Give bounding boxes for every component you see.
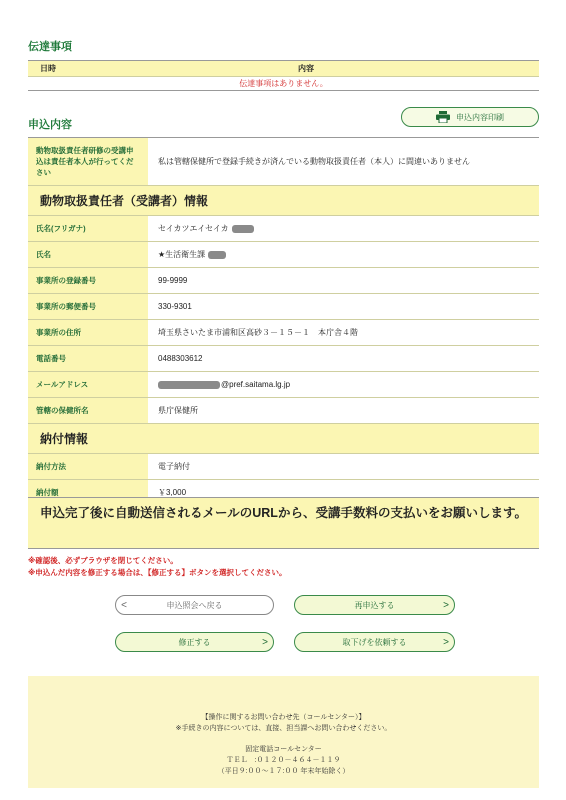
print-application-button[interactable] [401,107,539,127]
email-value: @pref.saitama.lg.jp [221,380,291,389]
postal-code-value: 330-9301 [158,302,192,311]
course-confirm-row [28,138,539,186]
print-button-label: 申込内容印刷 [456,112,504,122]
registration-number-label: 事業所の登録番号 [28,268,148,293]
request-withdrawal-label: 取下げを依頼する [342,637,407,647]
payment-amount-label: 納付額 [28,480,148,505]
email-cell [148,372,539,397]
name-value: ★生活衛生課 [158,250,206,259]
redaction-mask [208,251,226,259]
postal-code-label: 事業所の郵便番号 [28,294,148,319]
health-center-value: 県庁保健所 [158,406,198,415]
reapply-button[interactable] [294,595,455,615]
footer-call-center: 固定電話コールセンター [245,746,322,753]
payment-method-label: 納付方法 [28,454,148,479]
notices-header [28,61,539,77]
edit-label: 修正する [178,637,211,647]
row-health-center [28,398,539,424]
back-to-inquiry-label: 申込照会へ戻る [166,600,223,610]
kana-name-cell [148,216,539,241]
trainee-section-title: 動物取扱責任者（受講者）情報 [28,186,539,216]
footer-contact-heading: 【操作に関するお問い合わせ先（コールセンター）】 [201,714,366,721]
application-form [28,137,539,506]
notices-col-content: 内容 [298,64,314,73]
chevron-right-icon: > [262,636,268,648]
notices-empty-message: 伝達事項はありません。 [28,77,539,91]
chevron-right-icon: > [443,599,449,611]
back-to-inquiry-button[interactable] [115,595,274,615]
payment-notice-banner: 申込完了後に自動送信されるメールのURLから、受講手数料の支払いをお願いします。 [28,497,539,549]
edit-button[interactable] [115,632,274,652]
application-title: 申込内容 [28,119,72,131]
name-cell [148,242,539,267]
payment-method-value: 電子納付 [158,462,190,471]
row-name [28,242,539,268]
row-phone [28,346,539,372]
footer-note: ※手続きの内容については、直接、担当課へお問い合わせください。 [175,725,392,732]
row-email [28,372,539,398]
row-payment-method [28,454,539,480]
name-label: 氏名 [28,242,148,267]
row-kana-name [28,216,539,242]
chevron-right-icon: > [443,636,449,648]
address-value: 埼玉県さいたま市浦和区高砂３－１５－１ 本庁舎４階 [158,328,358,337]
footer-hours: （平日９:００～１７:００ 年末年始除く） [217,768,350,775]
registration-number-value: 99-9999 [158,276,188,285]
warning-edit-content: ※申込んだ内容を修正する場合は、【修正する】ボタンを選択してください。 [28,568,287,577]
course-confirm-label: 動物取扱責任者研修の受講申込は責任者本人が行ってください [28,138,148,185]
warning-close-browser: ※確認後、必ずブラウザを閉じてください。 [28,556,178,565]
kana-name-label: 氏名(フリガナ) [28,216,148,241]
notices-title: 伝達事項 [28,41,72,53]
kana-name-value: セイカツエイセイカ [158,224,229,233]
payment-amount-value: ￥3,000 [158,488,187,497]
footer-tel: ＴＥＬ :０１２０－４６４－１１９ [226,757,341,764]
redaction-mask [232,225,254,233]
notices-col-date: 日時 [40,64,56,73]
email-label: メールアドレス [28,372,148,397]
payment-section-title: 納付情報 [28,424,539,454]
course-confirm-value: 私は管轄保健所で登録手続きが済んでいる動物取扱責任者（本人）に間違いありません [158,157,470,166]
phone-value: 0488303612 [158,354,203,363]
printer-icon [436,111,450,123]
row-address [28,320,539,346]
chevron-left-icon: < [121,599,127,611]
health-center-label: 管轄の保健所名 [28,398,148,423]
notices-table [28,60,539,91]
request-withdrawal-button[interactable] [294,632,455,652]
redaction-mask [158,381,220,389]
phone-label: 電話番号 [28,346,148,371]
address-label: 事業所の住所 [28,320,148,345]
reapply-label: 再申込する [354,600,395,610]
contact-footer [28,676,539,788]
row-registration-number [28,268,539,294]
row-postal-code [28,294,539,320]
